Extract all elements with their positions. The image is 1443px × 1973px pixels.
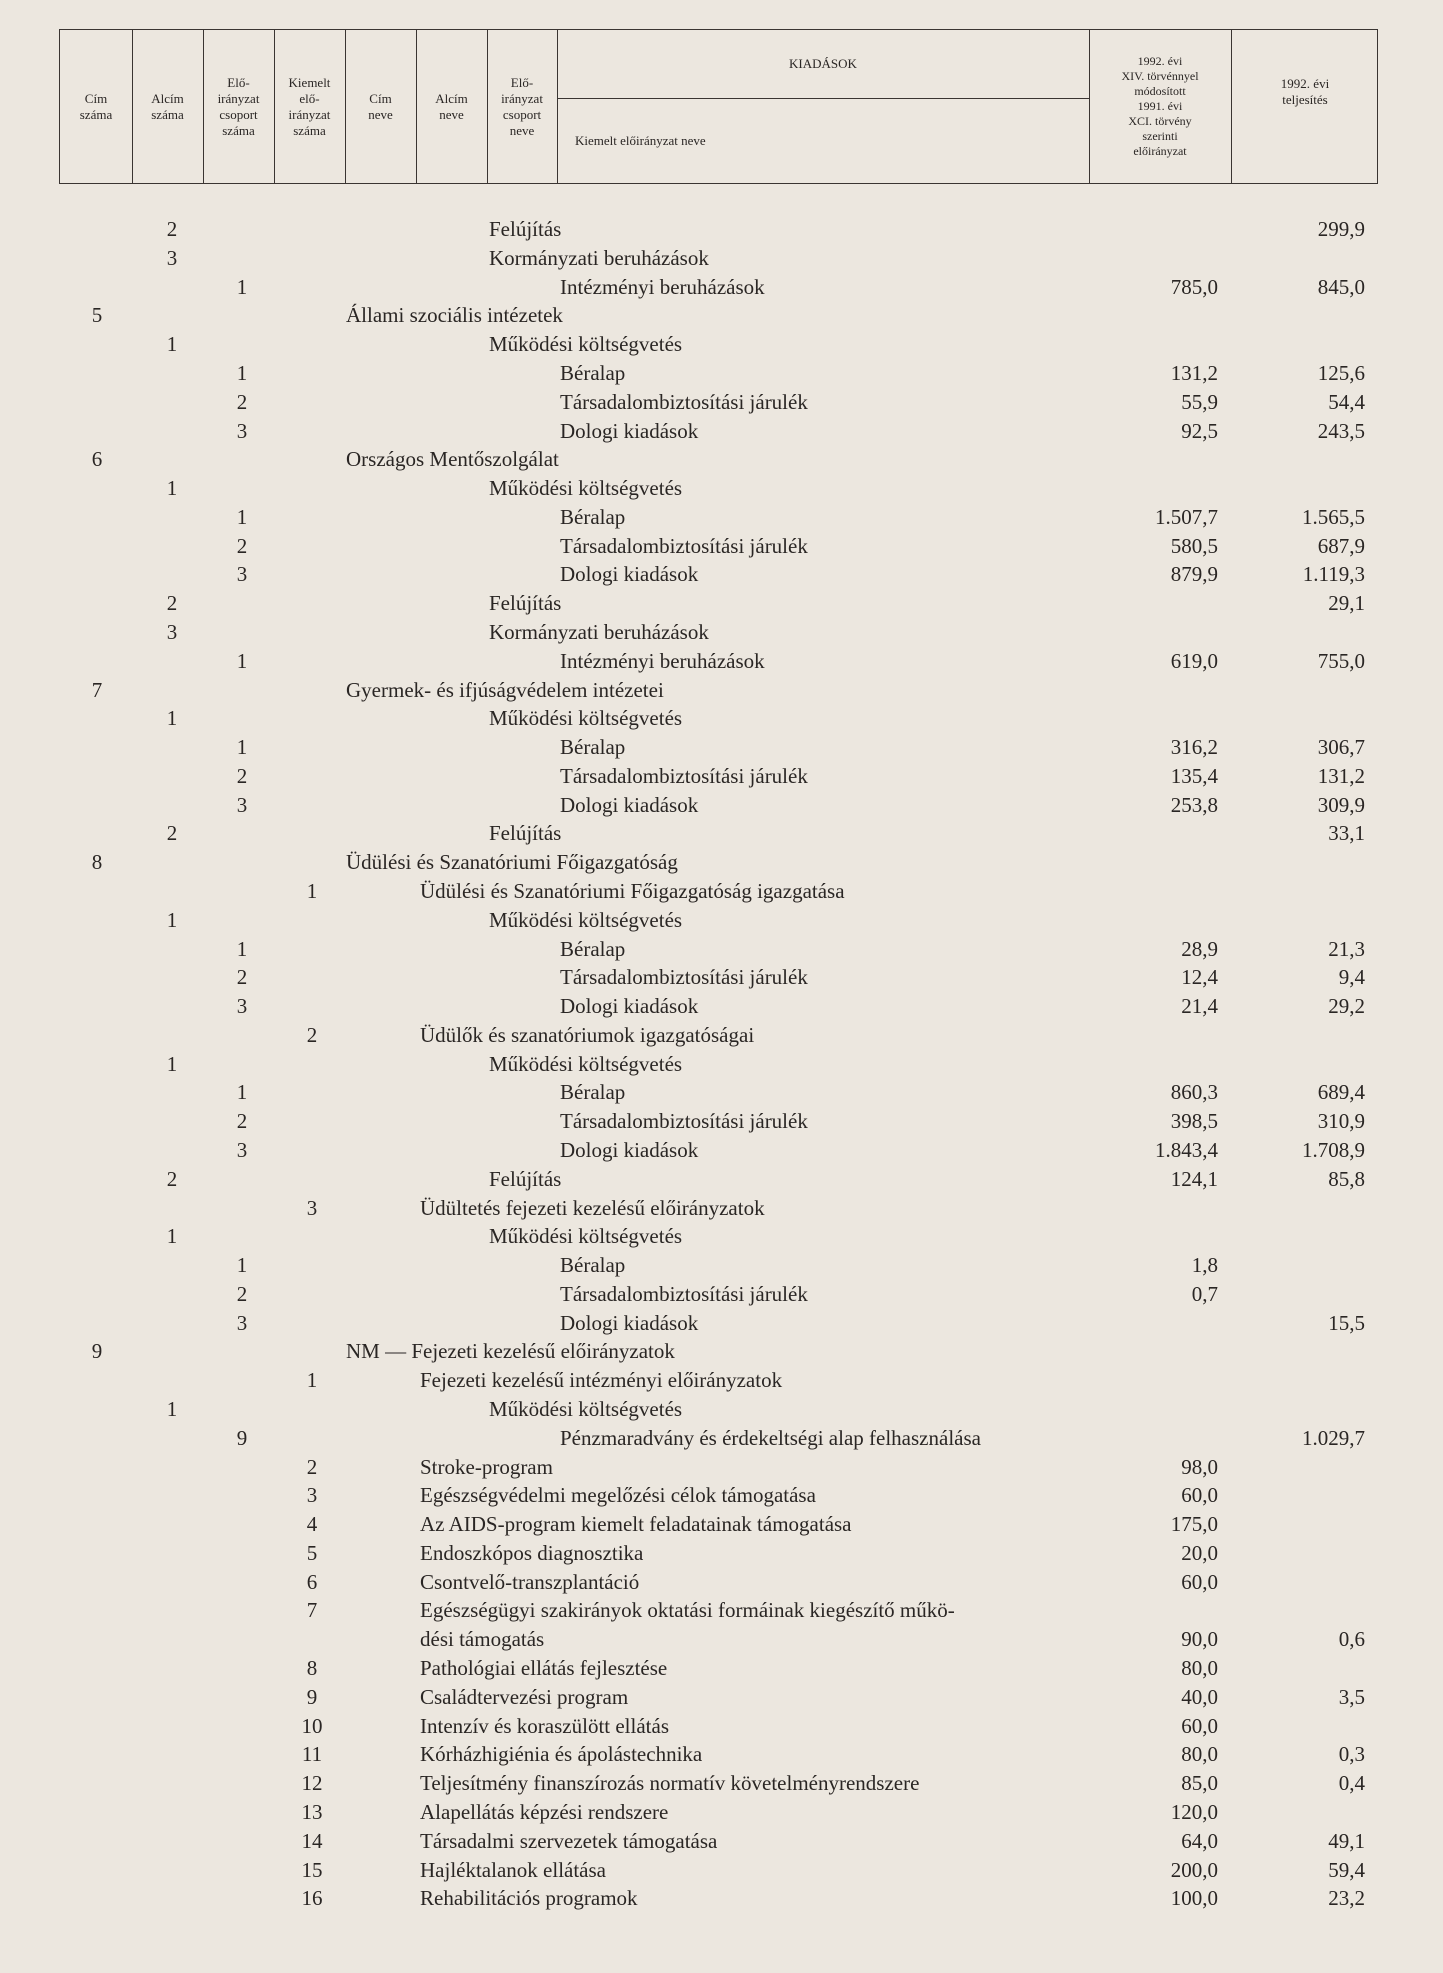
header-cim-szama: Cím száma (79, 90, 113, 122)
cim-neve: Állami szociális intézetek (346, 303, 563, 328)
table-row (0, 1107, 1443, 1135)
kiemelt-eloiranyzat-neve: Társadalombiztosítási járulék (560, 965, 808, 990)
kiemelt-eloiranyzat-neve: Társadalombiztosítási járulék (560, 1281, 808, 1306)
table-row (0, 1856, 1443, 1884)
eloiranyzat-1991-value: 785,0 (1170, 274, 1218, 299)
eloiranyzat-1991-value: 135,4 (1170, 763, 1218, 788)
kiemelt-eloiranyzat-szama: 2 (236, 1109, 248, 1134)
alcim-szama: 14 (301, 1828, 323, 1853)
table-row (0, 1280, 1443, 1308)
cim-szama: 5 (91, 303, 103, 328)
table-row (0, 1827, 1443, 1855)
table-row (0, 1510, 1443, 1538)
teljesites-1992-value: 1.119,3 (1302, 562, 1365, 587)
cim-neve: NM — Fejezeti kezelésű előirányzatok (346, 1339, 675, 1364)
table-row (0, 1539, 1443, 1567)
table-row (0, 1769, 1443, 1797)
teljesites-1992-value: 0,3 (1338, 1742, 1365, 1767)
teljesites-1992-value: 0,4 (1338, 1771, 1365, 1796)
table-row (0, 791, 1443, 819)
alcim-szama: 4 (306, 1512, 318, 1537)
teljesites-1992-value: 689,4 (1317, 1080, 1365, 1105)
kiemelt-eloiranyzat-neve: Intézményi beruházások (560, 648, 765, 673)
table-row (0, 733, 1443, 761)
table-row (0, 848, 1443, 876)
header-eloiranyzat-csoport-neve: Elő- irányzat csoport neve (501, 74, 543, 138)
eloiranyzat-csoport-neve: Felújítás (489, 217, 562, 241)
teljesites-1992-value: 54,4 (1328, 389, 1365, 414)
eloiranyzat-csoport-neve: Működési költségvetés (489, 1051, 683, 1076)
header-alcim-neve: Alcím neve (435, 90, 468, 122)
eloiranyzat-1991-value: 200,0 (1170, 1857, 1218, 1882)
table-row (0, 532, 1443, 560)
eloiranyzat-1991-value: 60,0 (1181, 1713, 1218, 1738)
kiemelt-eloiranyzat-szama: 3 (236, 1138, 248, 1162)
eloiranyzat-1991-value: 28,9 (1181, 936, 1218, 961)
alcim-neve: Az AIDS-program kiemelt feladatainak támogatása (420, 1512, 852, 1537)
alcim-neve: Üdültetés fejezeti kezelésű előirányzatok (420, 1195, 765, 1220)
kiemelt-eloiranyzat-szama: 3 (236, 562, 248, 587)
teljesites-1992-value: 0,6 (1338, 1627, 1365, 1652)
teljesites-1992-value: 3,5 (1338, 1684, 1365, 1709)
eloiranyzat-1991-value: 21,4 (1181, 994, 1218, 1019)
eloiranyzat-csoport-szama: 2 (166, 821, 178, 846)
table-header (59, 29, 1378, 184)
eloiranyzat-csoport-szama: 1 (166, 706, 178, 731)
cim-szama: 8 (91, 850, 103, 875)
alcim-neve: Pathológiai ellátás fejlesztése (420, 1656, 668, 1680)
teljesites-1992-value: 845,0 (1317, 274, 1365, 299)
eloiranyzat-csoport-szama: 2 (166, 591, 178, 616)
table-row (0, 445, 1443, 473)
kiemelt-eloiranyzat-szama: 1 (236, 504, 248, 529)
header-kiadasok: KIADÁSOK (789, 56, 857, 71)
eloiranyzat-csoport-szama: 2 (166, 217, 178, 241)
table-row (0, 704, 1443, 732)
eloiranyzat-csoport-szama: 1 (166, 907, 178, 932)
table-row (0, 417, 1443, 445)
eloiranyzat-1991-value: 90,0 (1181, 1627, 1218, 1652)
alcim-szama: 12 (301, 1771, 323, 1796)
alcim-szama: 9 (306, 1684, 318, 1709)
eloiranyzat-1991-value: 398,5 (1170, 1109, 1218, 1134)
table-row (0, 906, 1443, 934)
eloiranyzat-csoport-neve: Felújítás (489, 591, 562, 616)
eloiranyzat-csoport-szama: 3 (166, 619, 178, 644)
table-row (0, 676, 1443, 704)
kiemelt-eloiranyzat-szama: 3 (236, 994, 248, 1019)
kiemelt-eloiranyzat-neve: Dologi kiadások (560, 418, 699, 443)
kiemelt-eloiranyzat-szama: 3 (236, 418, 248, 443)
table-row (0, 1798, 1443, 1826)
teljesites-1992-value: 1.565,5 (1302, 504, 1365, 529)
teljesites-1992-value: 310,9 (1317, 1109, 1365, 1134)
alcim-neve: Fejezeti kezelésű intézményi előirányzatok (420, 1368, 783, 1393)
teljesites-1992-value: 21,3 (1328, 936, 1365, 961)
kiemelt-eloiranyzat-neve: Dologi kiadások (560, 1138, 699, 1162)
eloiranyzat-1991-value: 60,0 (1181, 1569, 1218, 1594)
table-row (0, 330, 1443, 358)
kiemelt-eloiranyzat-szama: 2 (236, 389, 248, 414)
alcim-neve: Üdülők és szanatóriumok igazgatóságai (420, 1022, 755, 1047)
table-row (0, 560, 1443, 588)
eloiranyzat-1991-value: 253,8 (1170, 792, 1218, 817)
eloiranyzat-csoport-szama: 1 (166, 1397, 178, 1421)
alcim-szama: 11 (301, 1742, 323, 1767)
eloiranyzat-1991-value: 0,7 (1191, 1281, 1218, 1306)
kiemelt-eloiranyzat-neve: Dologi kiadások (560, 792, 699, 817)
table-row (0, 1395, 1443, 1423)
kiemelt-eloiranyzat-szama: 1 (236, 936, 248, 961)
eloiranyzat-csoport-neve: Működési költségvetés (489, 1397, 683, 1421)
alcim-neve: Hajléktalanok ellátása (420, 1857, 606, 1882)
kiemelt-eloiranyzat-neve: Társadalombiztosítási járulék (560, 1109, 808, 1134)
eloiranyzat-1991-value: 12,4 (1181, 965, 1218, 990)
eloiranyzat-csoport-szama: 1 (166, 1051, 178, 1076)
cim-szama: 9 (91, 1339, 103, 1364)
eloiranyzat-1991-value: 124,1 (1170, 1166, 1218, 1191)
eloiranyzat-1991-value: 619,0 (1170, 648, 1218, 673)
eloiranyzat-csoport-neve: Felújítás (489, 1166, 562, 1191)
kiemelt-eloiranyzat-neve: Béralap (560, 1253, 626, 1278)
alcim-szama: 16 (301, 1886, 323, 1911)
table-row (0, 1625, 1443, 1653)
table-row (0, 1884, 1443, 1912)
eloiranyzat-csoport-neve: Működési költségvetés (489, 332, 683, 357)
kiemelt-eloiranyzat-neve: Béralap (560, 936, 626, 961)
table-row (0, 1366, 1443, 1394)
table-row (0, 1136, 1443, 1164)
cim-neve: Országos Mentőszolgálat (346, 447, 559, 472)
alcim-neve: Üdülési és Szanatóriumi Főigazgatóság igazgatása (420, 878, 845, 903)
eloiranyzat-1991-value: 80,0 (1181, 1656, 1218, 1680)
eloiranyzat-csoport-neve: Kormányzati beruházások (489, 245, 709, 270)
alcim-neve: Családtervezési program (420, 1684, 629, 1709)
teljesites-1992-value: 125,6 (1317, 360, 1365, 385)
table-row (0, 1251, 1443, 1279)
alcim-szama: 7 (306, 1598, 318, 1623)
eloiranyzat-1991-value: 1.843,4 (1155, 1138, 1218, 1162)
eloiranyzat-1991-value: 80,0 (1181, 1742, 1218, 1767)
header-eloiranyzat-csoport-szama: Elő- irányzat csoport száma (217, 74, 260, 138)
table-row (0, 1568, 1443, 1596)
eloiranyzat-1991-value: 1.507,7 (1155, 504, 1218, 529)
kiemelt-eloiranyzat-szama: 3 (236, 1310, 248, 1335)
table-row (0, 1453, 1443, 1481)
teljesites-1992-value: 33,1 (1328, 821, 1365, 846)
table-row (0, 1683, 1443, 1711)
kiemelt-eloiranyzat-neve: Társadalombiztosítási járulék (560, 533, 808, 558)
teljesites-1992-value: 1.708,9 (1302, 1138, 1365, 1162)
eloiranyzat-1991-value: 60,0 (1181, 1483, 1218, 1508)
alcim-szama: 10 (301, 1713, 323, 1738)
alcim-szama: 3 (306, 1483, 318, 1508)
table-row (0, 215, 1443, 243)
eloiranyzat-csoport-szama: 1 (166, 332, 178, 357)
table-row (0, 963, 1443, 991)
eloiranyzat-1991-value: 40,0 (1181, 1684, 1218, 1709)
kiemelt-eloiranyzat-neve: Társadalombiztosítási járulék (560, 763, 808, 788)
table-row (0, 1740, 1443, 1768)
kiemelt-eloiranyzat-szama: 1 (236, 735, 248, 759)
alcim-neve: Endoszkópos diagnosztika (420, 1540, 644, 1565)
eloiranyzat-csoport-szama: 1 (166, 476, 178, 500)
table-row (0, 1021, 1443, 1049)
eloiranyzat-csoport-neve: Működési költségvetés (489, 476, 683, 500)
teljesites-1992-value: 306,7 (1317, 735, 1365, 759)
table-row (0, 503, 1443, 531)
alcim-neve: Stroke-program (420, 1454, 553, 1479)
table-row (0, 1050, 1443, 1078)
table-row (0, 819, 1443, 847)
table-row (0, 1481, 1443, 1509)
table-row (0, 388, 1443, 416)
teljesites-1992-value: 299,9 (1317, 217, 1365, 241)
kiemelt-eloiranyzat-neve: Béralap (560, 735, 626, 759)
alcim-szama: 13 (301, 1799, 323, 1824)
alcim-neve: Alapellátás képzési rendszere (420, 1799, 669, 1824)
header-eloiranyzat-1991: 1992. évi XIV. törvénnyel módosított 1991. évi XCI. törvény szerinti előirányzat (1121, 54, 1199, 158)
eloiranyzat-1991-value: 580,5 (1170, 533, 1218, 558)
kiemelt-eloiranyzat-szama: 2 (236, 763, 248, 788)
table-row (0, 301, 1443, 329)
cim-szama: 7 (91, 677, 103, 702)
alcim-szama: 15 (301, 1857, 323, 1882)
eloiranyzat-csoport-szama: 3 (166, 245, 178, 270)
alcim-szama: 6 (306, 1569, 318, 1594)
eloiranyzat-1991-value: 20,0 (1181, 1540, 1218, 1565)
kiemelt-eloiranyzat-szama: 2 (236, 1281, 248, 1306)
alcim-neve: Rehabilitációs programok (420, 1886, 638, 1911)
teljesites-1992-value: 29,1 (1328, 591, 1365, 616)
header-teljesites-1992: 1992. évi teljesítés (1280, 76, 1330, 107)
eloiranyzat-1991-value: 98,0 (1181, 1454, 1218, 1479)
table-row (0, 1337, 1443, 1365)
alcim-neve: Társadalmi szervezetek támogatása (420, 1828, 718, 1853)
alcim-neve: Kórházhigiénia és ápolástechnika (420, 1742, 703, 1767)
header-kiemelt-eloiranyzat-neve: Kiemelt előirányzat neve (575, 132, 706, 148)
header-kiemelt-eloiranyzat-szama: Kiemelt elő- irányzat száma (288, 74, 331, 138)
cim-neve: Gyermek- és ifjúságvédelem intézetei (346, 677, 664, 702)
eloiranyzat-csoport-szama: 1 (166, 1224, 178, 1249)
table-row (0, 992, 1443, 1020)
table-row (0, 1424, 1443, 1452)
kiemelt-eloiranyzat-szama: 3 (236, 792, 248, 817)
eloiranyzat-1991-value: 120,0 (1170, 1799, 1218, 1824)
eloiranyzat-csoport-neve: Felújítás (489, 821, 562, 846)
table-row (0, 647, 1443, 675)
kiemelt-eloiranyzat-szama: 2 (236, 533, 248, 558)
teljesites-1992-value: 29,2 (1328, 994, 1365, 1019)
alcim-neve: Egészségvédelmi megelőzési célok támogatása (420, 1483, 816, 1508)
teljesites-1992-value: 243,5 (1317, 418, 1365, 443)
table-row (0, 1654, 1443, 1682)
kiemelt-eloiranyzat-szama: 1 (236, 360, 248, 385)
kiemelt-eloiranyzat-szama: 9 (236, 1425, 248, 1450)
table-row (0, 762, 1443, 790)
alcim-szama: 3 (306, 1195, 318, 1220)
table-row (0, 935, 1443, 963)
eloiranyzat-1991-value: 64,0 (1181, 1828, 1218, 1853)
alcim-szama: 8 (306, 1656, 318, 1680)
table-row (0, 1194, 1443, 1222)
alcim-szama: 5 (306, 1540, 318, 1565)
eloiranyzat-1991-value: 879,9 (1170, 562, 1218, 587)
kiemelt-eloiranyzat-neve: Béralap (560, 1080, 626, 1105)
kiemelt-eloiranyzat-neve: Dologi kiadások (560, 562, 699, 587)
teljesites-1992-value: 687,9 (1317, 533, 1365, 558)
table-row (0, 273, 1443, 301)
alcim-szama: 2 (306, 1454, 318, 1479)
table-row (0, 618, 1443, 646)
teljesites-1992-value: 9,4 (1338, 965, 1365, 990)
kiemelt-eloiranyzat-neve: Dologi kiadások (560, 994, 699, 1019)
eloiranyzat-1991-value: 92,5 (1181, 418, 1218, 443)
table-row (0, 1712, 1443, 1740)
kiemelt-eloiranyzat-neve: Intézményi beruházások (560, 274, 765, 299)
table-row (0, 589, 1443, 617)
table-row (0, 1078, 1443, 1106)
cim-neve: Üdülési és Szanatóriumi Főigazgatóság (346, 850, 678, 875)
kiemelt-eloiranyzat-neve: Társadalombiztosítási járulék (560, 389, 808, 414)
eloiranyzat-csoport-neve: Működési költségvetés (489, 706, 683, 731)
eloiranyzat-1991-value: 1,8 (1191, 1253, 1218, 1278)
eloiranyzat-1991-value: 316,2 (1170, 735, 1218, 759)
kiemelt-eloiranyzat-neve: Pénzmaradvány és érdekeltségi alap felhasználása (560, 1425, 981, 1450)
eloiranyzat-csoport-neve: Kormányzati beruházások (489, 619, 709, 644)
table-row (0, 877, 1443, 905)
teljesites-1992-value: 49,1 (1328, 1828, 1365, 1853)
alcim-neve: dési támogatás (420, 1627, 545, 1652)
kiemelt-eloiranyzat-neve: Béralap (560, 360, 626, 385)
eloiranyzat-csoport-neve: Működési költségvetés (489, 907, 683, 932)
kiemelt-eloiranyzat-neve: Dologi kiadások (560, 1310, 699, 1335)
teljesites-1992-value: 755,0 (1317, 648, 1365, 673)
eloiranyzat-1991-value: 100,0 (1170, 1886, 1218, 1911)
eloiranyzat-csoport-neve: Működési költségvetés (489, 1224, 683, 1249)
kiemelt-eloiranyzat-szama: 1 (236, 274, 248, 299)
alcim-szama: 1 (306, 1368, 318, 1393)
table-row (0, 244, 1443, 272)
cim-szama: 6 (91, 447, 103, 472)
table-row (0, 1222, 1443, 1250)
teljesites-1992-value: 309,9 (1317, 792, 1365, 817)
table-row (0, 1165, 1443, 1193)
kiemelt-eloiranyzat-szama: 1 (236, 648, 248, 673)
eloiranyzat-csoport-szama: 2 (166, 1166, 178, 1191)
kiemelt-eloiranyzat-neve: Béralap (560, 504, 626, 529)
teljesites-1992-value: 23,2 (1328, 1886, 1365, 1911)
teljesites-1992-value: 59,4 (1328, 1857, 1365, 1882)
eloiranyzat-1991-value: 860,3 (1170, 1080, 1218, 1105)
eloiranyzat-1991-value: 85,0 (1181, 1771, 1218, 1796)
kiemelt-eloiranyzat-szama: 1 (236, 1253, 248, 1278)
eloiranyzat-1991-value: 55,9 (1181, 389, 1218, 414)
kiemelt-eloiranyzat-szama: 2 (236, 965, 248, 990)
teljesites-1992-value: 15,5 (1328, 1310, 1365, 1335)
eloiranyzat-1991-value: 175,0 (1170, 1512, 1218, 1537)
kiemelt-eloiranyzat-szama: 1 (236, 1080, 248, 1105)
table-row (0, 1596, 1443, 1624)
header-cim-neve: Cím neve (368, 90, 393, 122)
alcim-neve: Csontvelő-transzplantáció (420, 1569, 640, 1594)
table-row (0, 474, 1443, 502)
teljesites-1992-value: 1.029,7 (1302, 1425, 1365, 1450)
alcim-neve: Egészségügyi szakirányok oktatási formáinak kiegészítő műkö- (420, 1598, 955, 1623)
alcim-neve: Teljesítmény finanszírozás normatív követelményrendszere (420, 1771, 920, 1796)
alcim-szama: 1 (306, 878, 318, 903)
alcim-szama: 2 (306, 1022, 318, 1047)
header-alcim-szama: Alcím száma (151, 90, 184, 122)
teljesites-1992-value: 131,2 (1317, 763, 1365, 788)
eloiranyzat-1991-value: 131,2 (1170, 360, 1218, 385)
table-row (0, 359, 1443, 387)
alcim-neve: Intenzív és koraszülött ellátás (420, 1713, 669, 1738)
table-row (0, 1309, 1443, 1337)
teljesites-1992-value: 85,8 (1328, 1166, 1365, 1191)
